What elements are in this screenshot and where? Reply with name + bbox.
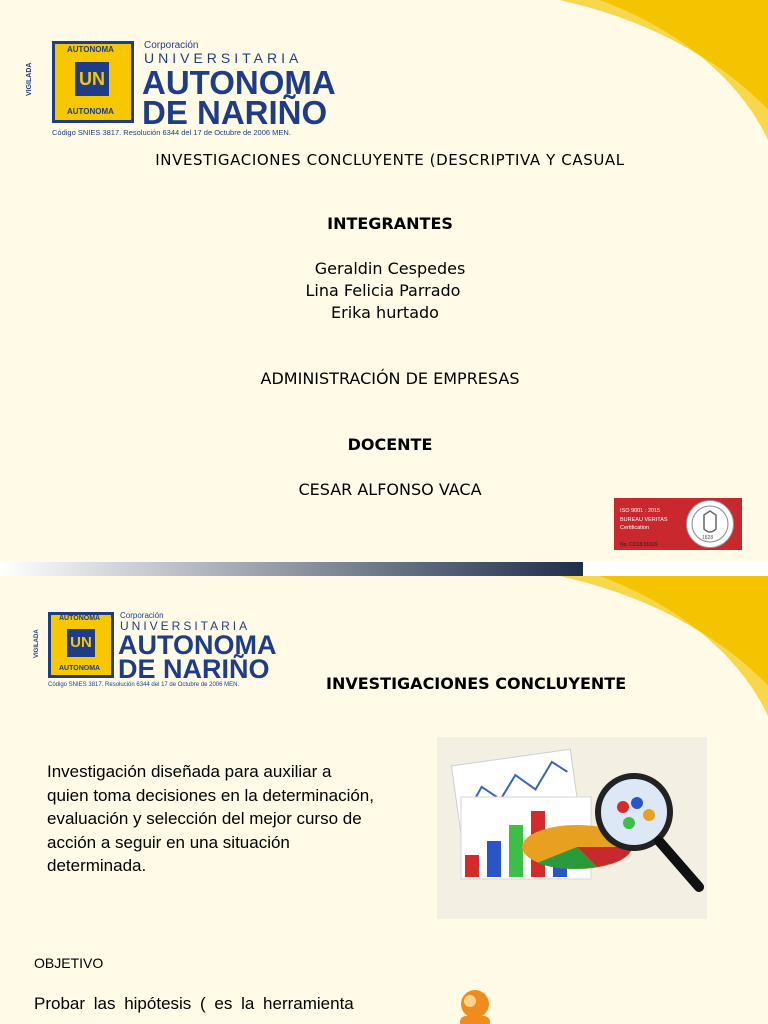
badge-top-label: AUTONOMA [59,615,101,622]
objetivo-text: Probar las hipótesis ( es la herramienta [34,994,354,1013]
charts-magnifier-illustration [437,737,707,919]
vigilada-label: VIGILADA [34,629,40,658]
member-name: Geraldin Cespedes [314,259,466,278]
badge-bottom-label: AUTONOMA [67,107,114,116]
docente-name: CESAR ALFONSO VACA [298,480,482,499]
logo-snies: Código SNIES 3817. Resolución 6344 del 17 de Octubre de 2006 MEN. [48,682,240,688]
logo-narino: DE NARIÑO [118,654,270,684]
definition-line: acción a seguir en una situación [47,832,290,852]
bureau-veritas-seal-icon [686,500,734,548]
university-logo [26,38,344,142]
definition-line: quien toma decisiones en la determinación, [47,785,374,805]
objetivo-heading: OBJETIVO [34,955,104,971]
person-magnifier-icon [430,984,520,1024]
badge-un-text: UN [79,69,105,89]
badge-un-block [67,629,95,657]
logo-universitaria: UNIVERSITARIA [120,619,251,633]
definition-line: evaluación y selección del mejor curso de [47,809,362,828]
slide-separator [0,562,768,576]
definition-line: Investigación diseñada para auxiliar a [47,762,332,781]
seal-year: 1828 [702,535,714,541]
vigilada-label: VIGILADA [26,62,33,96]
logo-autonoma: AUTONOMA [118,630,277,660]
logo-badge [52,41,134,123]
logo-corporacion: Corporación [144,40,199,51]
slide2-heading: INVESTIGACIONES CONCLUYENTE [326,674,627,693]
logo-snies: Código SNIES 3817. Resolución 6344 del 17 de Octubre de 2006 MEN. [52,128,291,137]
university-logo [32,610,282,694]
cert-number: No. CO18.01029 [620,542,658,548]
logo-corporacion: Corporación [120,611,164,620]
bureau-veritas-certification [614,498,742,550]
cert-iso: ISO 9001 : 2015 [620,508,661,514]
cert-bureau: BUREAU VERITAS [620,517,668,523]
badge-un-block [75,62,109,96]
badge-un-text: UN [70,634,92,651]
logo-narino: DE NARIÑO [142,94,328,131]
slide1-title: INVESTIGACIONES CONCLUYENTE (DESCRIPTIVA Y CASUAL [155,151,625,169]
member-name: Erika hurtado [331,303,439,322]
cert-certification: Certification [620,525,650,531]
member-name: Lina Felicia Parrado [305,281,461,300]
logo-universitaria: UNIVERSITARIA [144,50,303,66]
logo-badge [48,612,114,678]
integrantes-heading: INTEGRANTES [327,214,453,233]
logo-autonoma: AUTONOMA [142,64,336,101]
badge-bottom-label: AUTONOMA [59,665,101,672]
program-name: ADMINISTRACIÓN DE EMPRESAS [260,369,520,388]
slide-gradient-bar [0,562,583,576]
docente-heading: DOCENTE [347,435,433,454]
definition-paragraph [47,760,417,878]
badge-top-label: AUTONOMA [67,45,114,54]
definition-line: determinada. [47,856,147,875]
slide-2 [0,576,768,1024]
